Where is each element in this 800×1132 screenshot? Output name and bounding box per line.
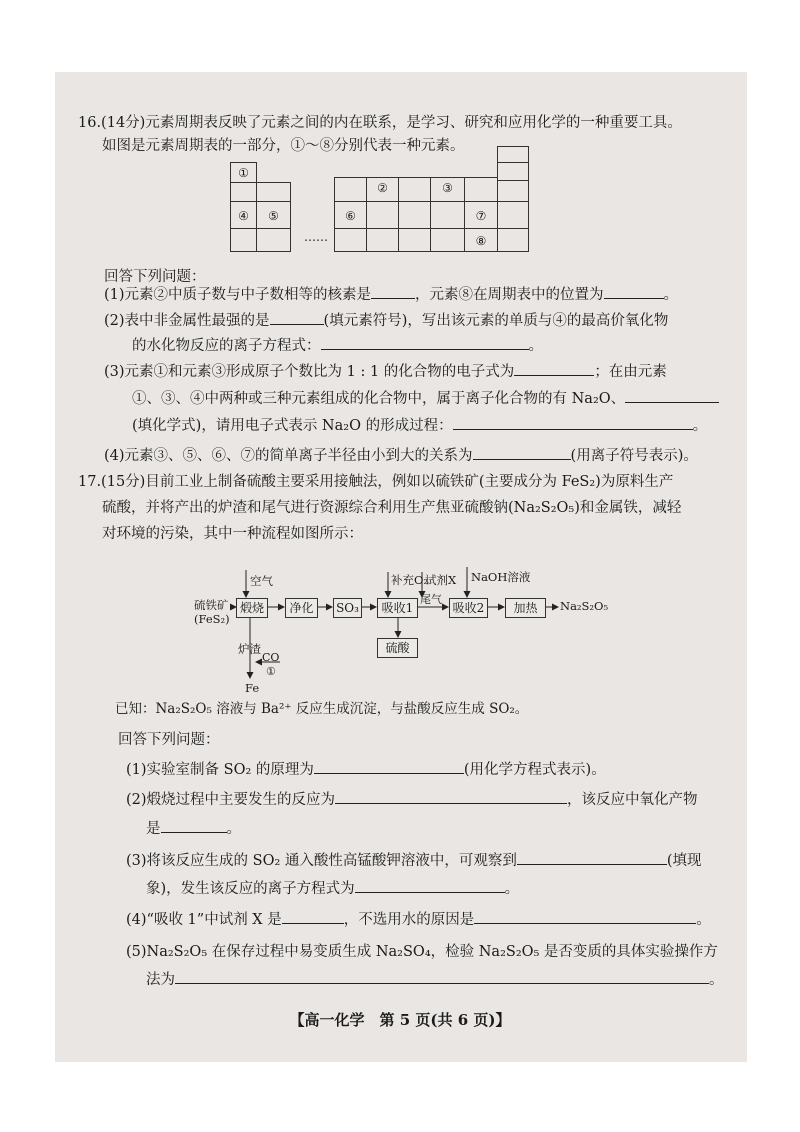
q16-part4-text-b: (用离子符号表示)。 [570,448,698,464]
q16-part2-text-a: (2)表中非金属性最强的是 [104,313,270,329]
q17-part3 [126,850,702,871]
flow-heat-box: 加热 [505,598,546,618]
table-cell [430,201,465,229]
q16-part3-text-a: (3)元素①和元素③形成原子个数比为 1 : 1 的化合物的电子式为 [104,364,515,380]
table-cell [366,228,399,252]
q17-known-info: 已知：Na₂S₂O₅ 溶液与 Ba²⁺ 反应生成沉淀，与盐酸反应生成 SO₂。 [115,701,529,717]
q17-part2-cont: 是 。 [146,818,241,839]
table-cell-7: ⑦ [464,201,498,229]
q17-part3-cont: 象)，发生该反应的离子方程式为 。 [146,878,519,899]
q17-part2-text-a: (2)煅烧过程中主要发生的反应为 [126,792,336,808]
q16-part4-text-a: (4)元素③、⑤、⑥、⑦的简单离子半径由小到大的关系为 [104,448,473,464]
q16-part2-text-b: (填元素符号)，写出该元素的单质与④的最高价氧化物 [323,313,669,329]
table-cell-2: ② [366,177,399,202]
q16-answer-prompt: 回答下列问题： [104,269,206,285]
q17-line1: 17.(15分)目前工业上制备硫酸主要采用接触法，例如以硫铁矿(主要成分为 FeS₂)为原料生产 [78,474,674,490]
q16-part3-text-d: (填化学式)，请用电子式表示 Na₂O 的形成过程： [132,418,453,434]
q16-intro: 如图是元素周期表的一部分，①～⑧分别代表一种元素。 [102,138,465,154]
q16-part1: (1)元素②中质子数与中子数相等的核素是 ，元素⑧在周期表中的位置为 。 [104,284,678,305]
table-ellipsis: …… [304,230,328,244]
flow-sulfuric-acid-box: 硫酸 [377,638,418,658]
answer-blank[interactable] [517,850,667,865]
answer-blank[interactable] [175,969,709,984]
answer-blank[interactable] [604,284,664,299]
answer-blank[interactable] [371,284,415,299]
flow-absorb2-box: 吸收2 [449,598,488,618]
flow-raw-formula: (FeS₂) [194,612,230,626]
flow-raw-material: 硫铁矿 [194,598,229,612]
table-cell-5: ⑤ [256,201,291,229]
table-cell [398,177,431,202]
q16-part3-text-c: ①、③、④中两种或三种元素组成的化合物中，属于离子化合物的有 Na₂O、 [132,391,626,407]
table-cell [230,182,257,202]
q17-part1-text-b: (用化学方程式表示)。 [463,762,606,778]
q17-part3-text-c: 象)，发生该反应的离子方程式为 [146,881,355,897]
page-footer: 【高一化学 第 5 页(共 6 页)】 [289,1011,511,1029]
table-cell [366,201,399,229]
flow-tail-gas-label: 尾气 [420,593,442,606]
table-cell [464,177,498,202]
q17-part1 [126,759,606,780]
answer-blank[interactable] [314,759,464,774]
answer-blank[interactable] [625,388,719,403]
q17-line2: 硫酸，并将产出的炉渣和尾气进行资源综合利用生产焦亚硫酸钠(Na₂S₂O₅)和金属铁，减轻 [102,500,682,516]
answer-blank[interactable] [355,878,505,893]
answer-blank[interactable] [270,310,324,325]
answer-blank[interactable] [473,445,571,460]
flow-slag-label: 炉渣 [238,642,261,656]
answer-blank[interactable] [514,361,594,376]
q17-part5-cont: 法为 。 [146,969,724,990]
answer-blank[interactable] [453,415,693,430]
q17-part5-text-b: 法为 [146,972,175,988]
flow-add-o2-label: 补充O₂ [391,573,429,587]
q16-part3-cont [132,388,719,409]
q17-part4-text-b: ，不选用水的原因是 [343,912,475,928]
flow-so3-box: SO₃ [333,598,362,618]
table-cell [334,177,367,202]
table-cell [256,228,291,252]
table-cell [398,228,431,252]
table-cell [256,182,291,202]
flow-co-label: CO [262,651,280,664]
table-cell [497,146,529,163]
q16-part1-text-b: ，元素⑧在周期表中的位置为 [415,287,604,303]
q17-line3: 对环境的污染，其中一种流程如图所示： [102,526,363,542]
flow-fe-label: Fe [245,681,260,695]
table-cell [497,228,529,252]
flow-purify-box: 净化 [285,598,318,618]
table-cell-8: ⑧ [464,228,498,252]
table-cell-3: ③ [430,177,465,202]
table-cell-1: ① [230,162,257,183]
q17-part2-text-b: ，该反应中氧化产物 [567,792,698,808]
q17-part2 [126,789,698,810]
q16-part3-text-b: ；在由元素 [594,364,667,380]
table-cell [230,228,257,252]
q16-part2-text-c: 的水化物反应的离子方程式： [132,338,321,354]
table-cell [430,228,465,252]
q17-part4: (4)“吸收 1”中试剂 X 是 ，不选用水的原因是 。 [126,909,711,930]
table-cell [497,180,529,202]
q16-part2 [104,310,668,331]
q16-part2-cont: 的水化物反应的离子方程式： 。 [132,335,543,356]
table-cell-6: ⑥ [334,201,367,229]
answer-blank[interactable] [282,909,344,924]
flow-naoh-label: NaOH溶液 [471,570,531,584]
flow-air-label: 空气 [250,574,273,588]
q16-part4 [104,445,698,466]
q17-answer-prompt: 回答下列问题： [118,732,220,748]
answer-blank[interactable] [335,789,567,804]
flow-step-mark: ① [266,665,276,678]
answer-blank[interactable] [161,818,227,833]
flow-calcine-box: 煅烧 [236,598,268,618]
flow-product-label: Na₂S₂O₅ [560,599,609,613]
q16-part3 [104,361,667,382]
q17-part1-text-a: (1)实验室制备 SO₂ 的原理为 [126,762,314,778]
q17-part3-text-b: (填现 [666,853,702,869]
table-cell [497,201,529,229]
q17-part3-text-a: (3)将该反应生成的 SO₂ 通入酸性高锰酸钾溶液中，可观察到 [126,853,517,869]
table-cell [497,162,529,181]
flow-absorb1-box: 吸收1 [377,598,418,618]
q16-part1-text-a: (1)元素②中质子数与中子数相等的核素是 [104,287,372,303]
q16-part3-cont2: (填化学式)，请用电子式表示 Na₂O 的形成过程： 。 [132,415,707,436]
table-cell [334,228,367,252]
q17-part2-text-c: 是 [146,821,161,837]
table-cell [398,201,431,229]
q17-part4-text-a: (4)“吸收 1”中试剂 X 是 [126,912,282,928]
q17-part5: (5)Na₂S₂O₅ 在保存过程中易变质生成 Na₂SO₄，检验 Na₂S₂O₅ 是否变质的具体实验操作方 [126,944,718,960]
q16-header: 16.(14分)元素周期表反映了元素之间的内在联系，是学习、研究和应用化学的一种重要工具。 [78,115,682,131]
answer-blank[interactable] [321,335,529,350]
answer-blank[interactable] [474,909,696,924]
flow-reagent-x-label: 试剂X [425,573,457,587]
table-cell-4: ④ [230,201,257,229]
